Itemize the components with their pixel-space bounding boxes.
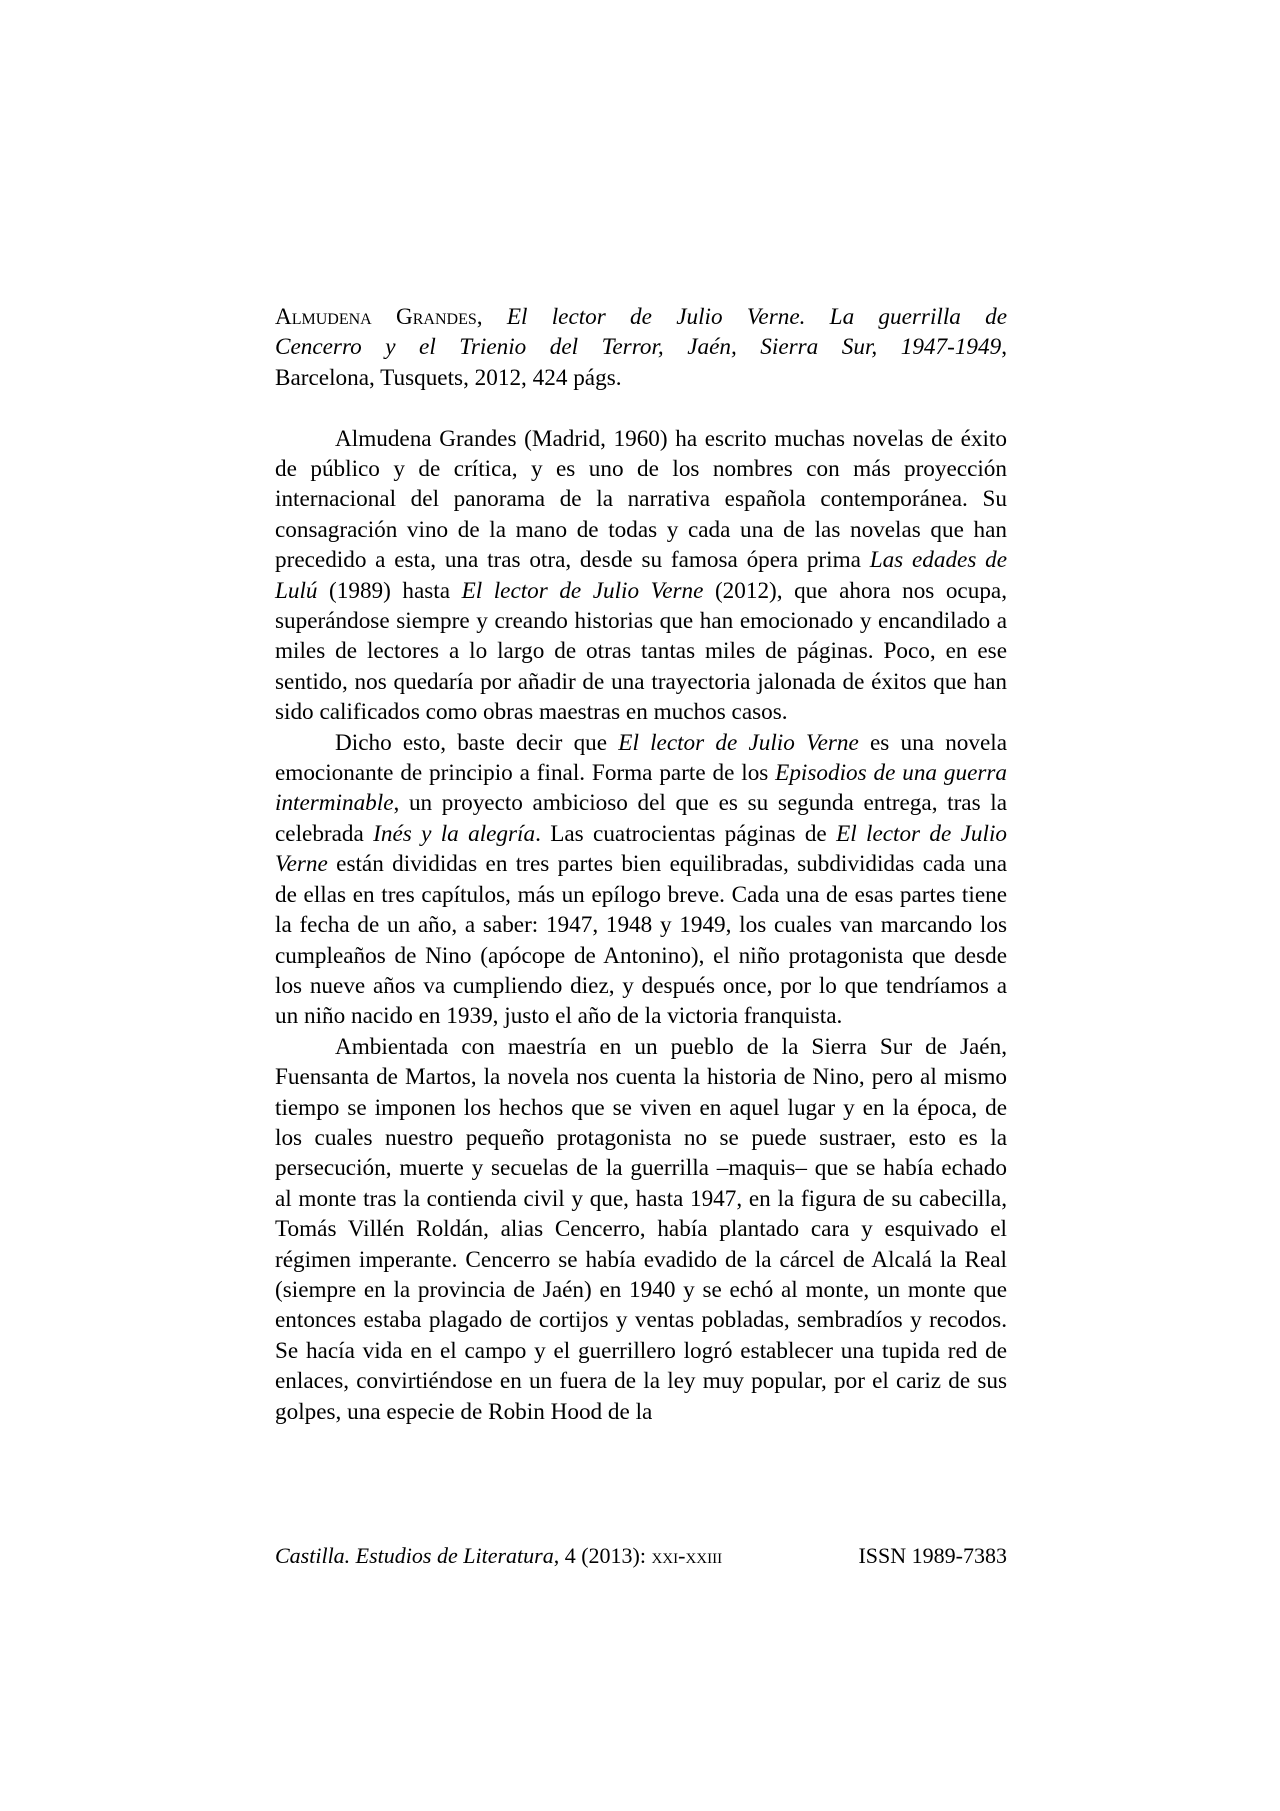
publisher-info: Barcelona, Tusquets, 2012, 424 págs.: [275, 364, 622, 391]
paragraph-1-text-a: Almudena Grandes (Madrid, 1960) ha escrito muchas novelas de éxito de público y de crítica, y es uno de los nombres con más proyección internacional del panorama de la narrativa española contemporánea. Su consagración vino de la mano de todas y cada una de las novelas que han precedido a esta, una tras otra, desde su famosa ópera prima: [275, 425, 1007, 574]
author-first-name: Almudena: [275, 304, 372, 330]
author-last-name: Grandes: [396, 304, 477, 330]
page-footer: [275, 1543, 1007, 1569]
paragraph-1-italic-a: Las edades de Lulú: [275, 547, 1007, 604]
spacer: [275, 393, 1007, 423]
review-body: [275, 302, 1007, 1427]
paragraph-2-text-c: , un proyecto ambicioso del que es su segunda entrega, tras la celebrada: [275, 790, 1007, 847]
reference-line-2: [275, 332, 1007, 362]
journal-citation: [275, 1543, 722, 1569]
bibliographic-reference: [275, 302, 1007, 393]
reference-line-1: [275, 302, 1008, 332]
paragraph-3-text: Ambientada con maestría en un pueblo de la Sierra Sur de Jaén, Fuensanta de Martos, la novela nos cuenta la historia de Nino, pero al mismo tiempo se imponen los hechos que se viven en aquel lugar y en la época, de los cuales nuestro pequeño protagonista no se puede sustraer, esto es la persecución, muerte y secuelas de la guerrilla –maquis– que se había echado al monte tras la contienda civil y que, hasta 1947, en la figura de su cabecilla, Tomás Villén Roldán, alias Cencerro, había plantado cara y esquivado el régimen imperante. Cencerro se había evadido de la cárcel de Alcalá la Real (siempre en la provincia de Jaén) en 1940 y se echó al monte, un monte que entonces estaba plagado de cortijos y ventas pobladas, sembradíos y recodos. Se hacía vida en el campo y el guerrillero logró establecer una tupida red de enlaces, convirtiéndose en un fuera de la ley muy popular, por el cariz de sus golpes, una especie de Robin Hood de la: [275, 1033, 1007, 1425]
reference-comma: ,: [1001, 334, 1007, 361]
journal-issue: , 4 (2013):: [553, 1543, 652, 1568]
book-title-part-2: Cencerro y el Trienio del Terror, Jaén, Sierra Sur, 1947-1949: [275, 334, 1002, 361]
paragraph-2-text-a: Dicho esto, baste decir que: [335, 729, 619, 756]
issn: ISSN 1989-7383: [858, 1543, 1007, 1568]
paragraph-1-text-c: (2012), que ahora nos ocupa, superándose siempre y creando historias que han emocionado y encandilado a miles de lectores a lo largo de otras tantas miles de páginas. Poco, en ese sentido, nos quedaría por añadir de una trayectoria jalonada de éxitos que han sido calificados como obras maestras en muchos casos.: [275, 577, 1008, 726]
paragraph-2-italic-c: Inés y la alegría: [373, 820, 536, 847]
paragraph-2-italic-d: El lector de Julio Verne: [275, 820, 1007, 878]
paragraph-1-text-b: (1989) hasta: [317, 577, 462, 604]
paragraph-2-text-d: . Las cuatrocientas páginas de: [535, 820, 837, 847]
reference-line-3: [275, 363, 1007, 393]
book-title-part-1: El lector de Julio Verne. La guerrilla de: [506, 304, 1008, 330]
journal-name: Castilla. Estudios de Literatura: [275, 1543, 554, 1568]
paragraph-1-italic-b: El lector de Julio Verne: [461, 577, 704, 604]
paragraph-3: [275, 1032, 1007, 1427]
reference-separator: ,: [476, 304, 507, 330]
paragraph-2-italic-a: El lector de Julio Verne: [618, 729, 859, 756]
journal-pages: xxi-xxiii: [651, 1543, 723, 1568]
paragraph-2-italic-b: Episodios de una guerra interminable: [275, 760, 1007, 817]
paragraph-1: [275, 424, 1007, 728]
paragraph-2-text-e: están divididas en tres partes bien equilibradas, subdivididas cada una de ellas en tres capítulos, más un epílogo breve. Cada una de esas partes tiene la fecha de un año, a saber: 1947, 1948 y 1949, los cuales van marcando los cumpleaños de Nino (apócope de Antonino), el niño protagonista que desde los nueve años va cumpliendo diez, y después once, por lo que tendríamos a un niño nacido en 1939, justo el año de la victoria franquista.: [275, 851, 1007, 1030]
paragraph-2: [275, 728, 1007, 1032]
paragraph-2-text-b: es una novela emocionante de principio a final. Forma parte de los: [275, 729, 1008, 787]
